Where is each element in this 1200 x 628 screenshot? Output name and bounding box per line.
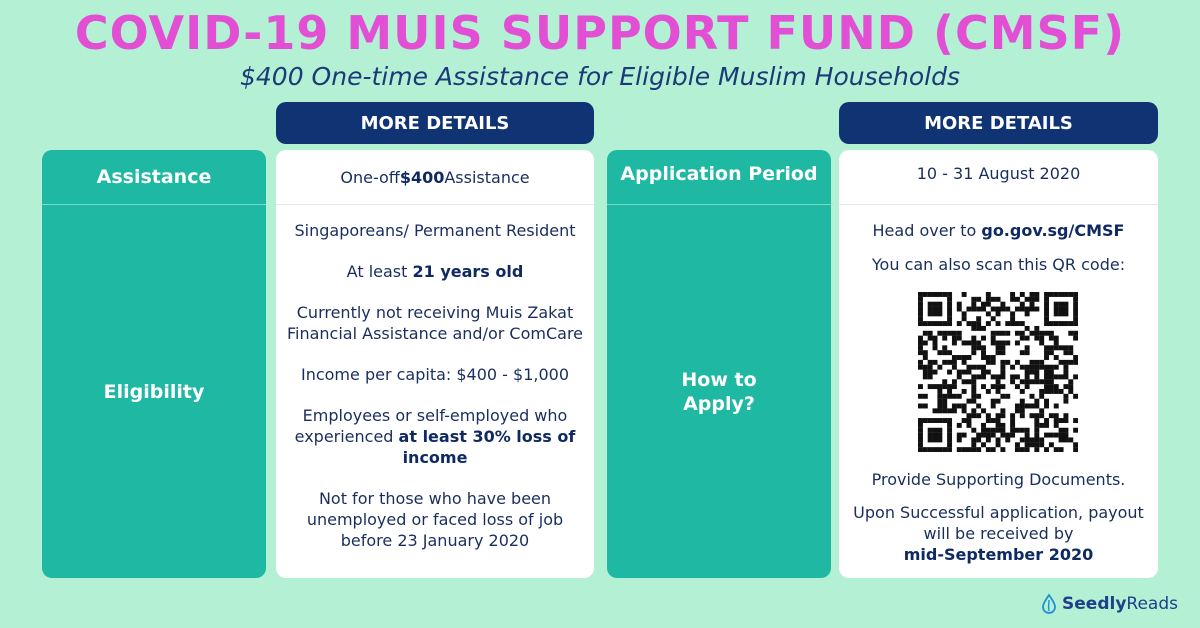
criterion-loss-income: income <box>402 448 468 467</box>
criterion-age <box>276 261 594 282</box>
criterion-zakat-2: Financial Assistance and/or ComCare <box>286 324 584 343</box>
head-over-text <box>839 220 1158 241</box>
eligibility-criteria <box>276 220 594 551</box>
supporting-documents-text: Provide Supporting Documents. <box>871 470 1126 489</box>
criterion-age-bold: 21 years old <box>412 262 524 281</box>
assistance-post: Assistance <box>444 167 530 187</box>
payout-line-1: Upon Successful application, payout <box>853 503 1144 522</box>
page-title: COVID-19 MUIS SUPPORT FUND (CMSF) <box>74 6 1126 60</box>
criterion-residency: Singaporeans/ Permanent Resident <box>294 221 576 240</box>
assistance-label: Assistance <box>96 166 212 188</box>
left-details-column <box>276 150 594 578</box>
divider <box>276 204 594 205</box>
post-qr-steps <box>839 469 1158 565</box>
criterion-loss-2 <box>276 426 594 447</box>
assistance-value <box>276 150 594 204</box>
criterion-unemployed-2: unemployed or faced loss of job <box>306 510 564 529</box>
criterion-zakat-1: Currently not receiving Muis Zakat <box>296 303 574 322</box>
eligibility-label: Eligibility <box>103 380 205 403</box>
scan-qr-text: You can also scan this QR code: <box>871 255 1126 274</box>
divider <box>839 204 1158 205</box>
how-to-apply-line-2: Apply? <box>683 392 755 415</box>
criterion-loss-1: Employees or self-employed who <box>302 406 568 425</box>
criterion-unemployed-3: before 23 January 2020 <box>340 531 530 550</box>
criterion-income: Income per capita: $400 - $1,000 <box>300 365 570 384</box>
cmsf-link[interactable]: go.gov.sg/CMSF <box>981 221 1125 240</box>
criterion-loss-pre: experienced <box>294 427 399 446</box>
more-details-button-left[interactable]: MORE DETAILS <box>276 102 594 144</box>
head-over-pre: Head over to <box>872 221 982 240</box>
payout-line-2: will be received by <box>923 524 1074 543</box>
criterion-age-pre: At least <box>346 262 413 281</box>
brand-name: Seedly <box>1062 594 1127 614</box>
brand-suffix: Reads <box>1126 594 1178 614</box>
how-to-apply-line-1: How to <box>681 368 757 391</box>
more-details-button-right[interactable]: MORE DETAILS <box>839 102 1158 144</box>
assistance-pre: One-off <box>340 167 400 187</box>
qr-code-icon[interactable] <box>918 292 1078 452</box>
payout-line-3 <box>839 544 1158 565</box>
criterion-loss-3 <box>276 447 594 468</box>
payout-date: mid-September 2020 <box>903 545 1094 564</box>
criterion-loss-bold: at least 30% loss of <box>398 427 576 446</box>
right-details-column <box>839 150 1158 578</box>
left-label-column <box>42 150 266 578</box>
how-to-apply-label <box>607 205 831 578</box>
application-period-label: Application Period <box>620 163 818 185</box>
seedly-reads-logo <box>1041 594 1178 614</box>
assistance-amount: $400 <box>399 167 445 187</box>
application-period-value: 10 - 31 August 2020 <box>916 163 1081 183</box>
seedly-drop-icon <box>1041 594 1057 614</box>
how-to-apply-steps <box>839 220 1158 275</box>
criterion-unemployed-1: Not for those who have been <box>318 489 552 508</box>
right-label-column <box>607 150 831 578</box>
page-subtitle: $400 One-time Assistance for Eligible Muslim Households <box>239 62 960 91</box>
